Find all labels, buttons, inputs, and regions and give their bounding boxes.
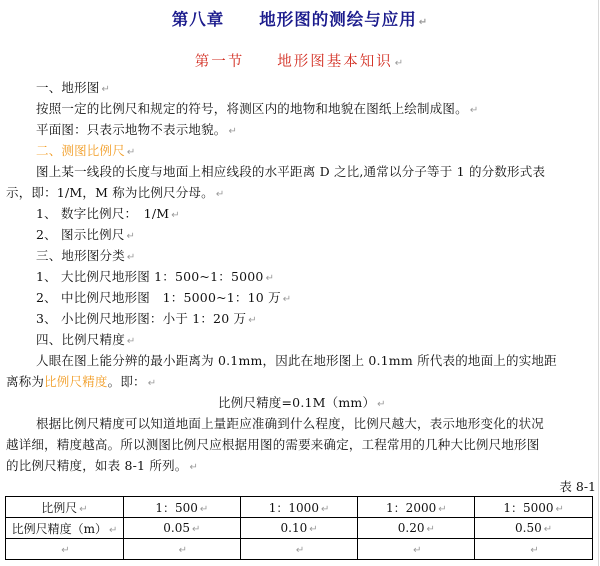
table-row xyxy=(6,518,593,539)
cell-mark-icon: ↵ xyxy=(438,503,447,515)
list-item-text: 1、 大比例尺地形图 1：500~1：5000 xyxy=(36,269,264,284)
paragraph-mark-icon: ↵ xyxy=(147,378,157,389)
page-edge-divider xyxy=(598,0,599,566)
list-item-text: 2、 图示比例尺 xyxy=(36,227,125,242)
paragraph-usage-line3 xyxy=(6,458,198,476)
paragraph-mark-icon: ↵ xyxy=(126,336,136,347)
table-cell xyxy=(123,518,240,539)
table-cell xyxy=(240,518,358,539)
paragraph-scale-definition-line1 xyxy=(36,164,545,180)
paragraph-mark-icon: ↵ xyxy=(228,126,238,137)
paragraph-definition xyxy=(36,101,478,119)
table-cell xyxy=(358,518,475,539)
chapter-title xyxy=(0,6,600,30)
paragraph-plan-map xyxy=(36,122,237,140)
cell-mark-icon: ↵ xyxy=(426,524,435,535)
table-cell xyxy=(6,539,124,560)
paragraph-usage-line1 xyxy=(36,416,544,432)
table-cell xyxy=(6,497,124,518)
heading-text: 四、比例尺精度 xyxy=(36,332,125,347)
paragraph-mark-icon: ↵ xyxy=(126,147,136,158)
cell-text: 比例尺精度（m） xyxy=(11,521,107,536)
cell-text: 0.10 xyxy=(280,521,308,535)
cell-mark-icon: ↵ xyxy=(543,524,553,535)
cell-text: 0.20 xyxy=(397,521,425,535)
cell-mark-icon: ↵ xyxy=(320,503,330,515)
table-caption-text: 表 8-1 xyxy=(559,479,596,494)
table-cell xyxy=(123,539,240,560)
cell-text: 0.50 xyxy=(515,521,542,535)
paragraph-text: 图上某一线段的长度与地面上相应线段的水平距离 D 之比,通常以分子等于 1 的分数形式表 xyxy=(36,164,546,179)
table-row xyxy=(6,539,593,560)
highlighted-term: 比例尺精度 xyxy=(44,374,108,389)
cell-text: 1：2000 xyxy=(386,500,437,515)
table-cell xyxy=(240,497,358,518)
table-cell xyxy=(6,518,124,539)
cell-mark-icon: ↵ xyxy=(199,503,209,515)
table-cell xyxy=(240,539,358,560)
paragraph-text: 按照一定的比例尺和规定的符号，将测区内的地物和地貌在图纸上绘制成图。 xyxy=(36,101,468,116)
formula-text: 比例尺精度=0.1M（mm） xyxy=(218,395,376,410)
paragraph-mark-icon: ↵ xyxy=(171,210,180,221)
table-header-row xyxy=(6,497,593,518)
paragraph-precision-line2 xyxy=(6,374,156,392)
table-cell xyxy=(358,497,475,518)
paragraph-usage-line2 xyxy=(6,437,539,453)
chapter-title-text: 第八章 地形图的测绘与应用 xyxy=(171,10,417,29)
paragraph-mark-icon: ↵ xyxy=(189,462,199,473)
heading-topographic-map xyxy=(36,80,110,98)
list-item-text: 2、 中比例尺地形图 1：5000~1：10 万 xyxy=(36,290,281,305)
cell-mark-icon: ↵ xyxy=(178,545,188,556)
cell-text: 1：5000 xyxy=(503,500,554,515)
paragraph-text: 示，即：1/M，M 称为比例尺分母。 xyxy=(6,185,214,200)
paragraph-mark-icon: ↵ xyxy=(215,189,225,200)
paragraph-precision-line1 xyxy=(36,353,557,369)
paragraph-text: 根据比例尺精度可以知道地面上量距应准确到什么程度，比例尺越大，表示地形变化的状况 xyxy=(36,416,545,431)
list-item-medium-scale xyxy=(36,290,291,308)
cell-text: 比例尺 xyxy=(41,500,78,515)
cell-text: 1：1000 xyxy=(268,500,319,515)
cell-text: 0.05 xyxy=(163,521,190,535)
paragraph-mark-icon: ↵ xyxy=(101,84,111,95)
paragraph-scale-definition-line2 xyxy=(6,185,224,203)
paragraph-text: 离称为 xyxy=(6,374,45,389)
paragraph-mark-icon: ↵ xyxy=(282,294,292,305)
cell-mark-icon: ↵ xyxy=(61,545,70,556)
paragraph-mark-icon: ↵ xyxy=(265,273,275,284)
paragraph-text: 的比例尺精度，如表 8-1 所列。 xyxy=(6,458,188,473)
paragraph-mark-icon: ↵ xyxy=(248,315,257,326)
list-item-large-scale xyxy=(36,269,274,287)
list-item-numeric-scale xyxy=(36,206,180,224)
table-caption xyxy=(559,477,596,495)
paragraph-text: 人眼在图上能分辨的最小距离为 0.1mm，因此在地形图上 0.1mm 所代表的地面上的实地距 xyxy=(36,353,557,368)
formula-scale-precision xyxy=(218,395,386,413)
list-item-graphic-scale xyxy=(36,227,135,245)
cell-mark-icon: ↵ xyxy=(530,545,539,556)
paragraph-text: 平面图：只表示地物不表示地貌。 xyxy=(36,122,227,137)
heading-map-classification xyxy=(36,248,136,266)
cell-mark-icon: ↵ xyxy=(413,545,422,556)
paragraph-mark-icon: ↵ xyxy=(394,58,406,69)
heading-text: 一、地形图 xyxy=(36,80,100,95)
paragraph-mark-icon: ↵ xyxy=(469,105,479,116)
table-cell xyxy=(123,497,240,518)
heading-mapping-scale xyxy=(36,143,136,161)
paragraph-mark-icon: ↵ xyxy=(418,17,429,28)
paragraph-mark-icon: ↵ xyxy=(377,399,386,410)
paragraph-mark-icon: ↵ xyxy=(126,252,136,263)
cell-text: 1：500 xyxy=(155,500,198,515)
cell-mark-icon: ↵ xyxy=(108,524,118,536)
cell-mark-icon: ↵ xyxy=(555,503,564,515)
list-item-text: 1、 数字比例尺： 1/M xyxy=(36,206,170,221)
cell-mark-icon: ↵ xyxy=(79,503,88,515)
table-cell xyxy=(475,497,593,518)
cell-mark-icon: ↵ xyxy=(295,545,305,556)
section-title-text: 第一节 地形图基本知识 xyxy=(194,54,393,70)
list-item-text: 3、 小比例尺地形图：小于 1：20 万 xyxy=(36,311,247,326)
list-item-small-scale xyxy=(36,311,257,329)
paragraph-text: 越详细，精度越高。所以测图比例尺应根据用图的需要来确定，工程常用的几种大比例尺地形图 xyxy=(6,437,540,452)
heading-text: 二、测图比例尺 xyxy=(36,143,125,158)
paragraph-mark-icon: ↵ xyxy=(126,231,136,242)
paragraph-text: 。即： xyxy=(107,374,146,389)
heading-text: 三、地形图分类 xyxy=(36,248,125,263)
table-cell xyxy=(475,518,593,539)
section-title xyxy=(0,50,600,71)
table-cell xyxy=(358,539,475,560)
scale-precision-table xyxy=(5,496,593,560)
cell-mark-icon: ↵ xyxy=(309,524,318,535)
table-cell xyxy=(475,539,593,560)
heading-scale-precision xyxy=(36,332,136,350)
cell-mark-icon: ↵ xyxy=(191,524,201,535)
